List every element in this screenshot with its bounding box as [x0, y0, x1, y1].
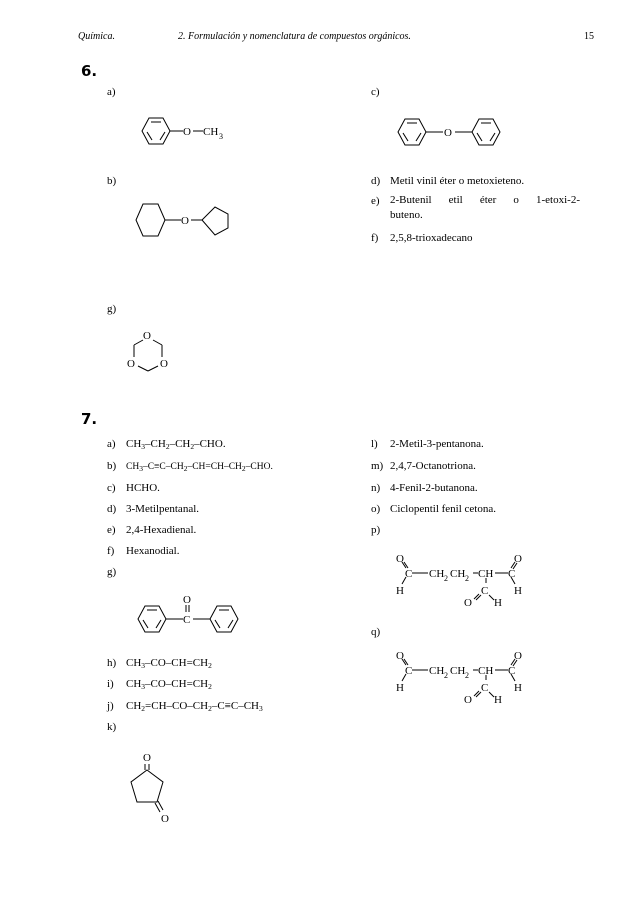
q7-m-item: m) 2,4,7-Octanotriona. [371, 460, 476, 472]
header-left: Química. [78, 31, 115, 42]
svg-text:O: O [464, 694, 472, 706]
q6-e-line-1: 2-Butenil etil éter o 1-etoxi-2- [390, 194, 580, 206]
q7-g-carbon: C [183, 614, 191, 626]
svg-text:2: 2 [465, 671, 469, 680]
question-7-number: 7. [81, 410, 98, 428]
q7-c-item: c) HCHO. [107, 482, 160, 494]
svg-text:C: C [405, 568, 413, 580]
q6-a-oxygen: O [183, 126, 191, 138]
q7-n-item: n) 4-Fenil-2-butanona. [371, 482, 478, 494]
q7-g-oxygen: O [183, 594, 191, 606]
q6-e-label: e) [371, 195, 380, 207]
q7-g-label: g) [107, 566, 117, 578]
q7-p-label: p) [371, 524, 381, 536]
q7-q-label: q) [371, 626, 381, 638]
svg-text:CH: CH [478, 568, 494, 580]
svg-text:H: H [494, 597, 502, 609]
q6-g-oxygen-3: O [160, 358, 168, 370]
svg-text:H: H [396, 585, 404, 597]
q6-c-oxygen: O [444, 127, 452, 139]
svg-text:C: C [481, 585, 489, 597]
question-6-number: 6. [81, 62, 98, 80]
q6-d-label: d) [371, 175, 381, 187]
svg-text:H: H [396, 682, 404, 694]
page-number: 15 [584, 31, 594, 42]
svg-text:O: O [464, 597, 472, 609]
q6-b-oxygen: O [181, 215, 189, 227]
q7-k-label: k) [107, 721, 117, 733]
q7-k-oxygen-1: O [143, 752, 151, 764]
svg-text:CH: CH [450, 665, 466, 677]
svg-text:O: O [514, 553, 522, 565]
q7-b-item: b) $CH_3-C\equiv C-CH_2-CH=CH-CH_2$–CHO. [107, 460, 273, 473]
q6-d-text: Metil vinil éter o metoxieteno. [390, 175, 525, 187]
svg-text:O: O [396, 650, 404, 662]
q7-d-item: d) 3-Metilpentanal. [107, 503, 200, 515]
q7-a-item: a) $CH_3-CH_2-CH_2$–CHO. [107, 438, 226, 451]
svg-text:H: H [514, 585, 522, 597]
q7-j-item: j) $CH_2=CH-CO-CH_2-C\equiv C-CH_3$ [107, 700, 263, 713]
svg-text:C: C [481, 682, 489, 694]
svg-text:C: C [508, 568, 516, 580]
svg-text:O: O [514, 650, 522, 662]
q7-l-item: l) 2-Metil-3-pentanona. [371, 438, 484, 450]
q7-f-item: f) Hexanodial. [107, 545, 180, 557]
svg-text:CH: CH [478, 665, 494, 677]
q6-g-oxygen-2: O [127, 358, 135, 370]
svg-text:2: 2 [465, 574, 469, 583]
q7-k-oxygen-2: O [161, 813, 169, 825]
q6-a-label: a) [107, 86, 116, 98]
svg-text:H: H [494, 694, 502, 706]
header-center: 2. Formulación y nomenclatura de compuestos orgánicos. [178, 31, 411, 42]
svg-text:2: 2 [444, 671, 448, 680]
q6-e-line-2: buteno. [390, 209, 423, 221]
q6-f-text: 2,5,8-trioxadecano [390, 232, 473, 244]
svg-text:C: C [405, 665, 413, 677]
q6-b-label: b) [107, 175, 117, 187]
q7-o-item: o) Ciclopentil fenil cetona. [371, 503, 496, 515]
svg-text:CH: CH [450, 568, 466, 580]
q6-g-label: g) [107, 303, 117, 315]
q6-g-oxygen-1: O [143, 330, 151, 342]
svg-text:CH: CH [429, 665, 445, 677]
q6-c-label: c) [371, 86, 380, 98]
q6-a-methyl: CH [203, 126, 219, 138]
svg-text:O: O [396, 553, 404, 565]
q6-f-label: f) [371, 232, 379, 244]
q6-a-methyl-sub: 3 [219, 132, 223, 141]
q7-i-item: i) $CH_3-CO-CH=CH_2$ [107, 678, 212, 691]
svg-text:C: C [508, 665, 516, 677]
svg-text:CH: CH [429, 568, 445, 580]
q7-e-item: e) 2,4-Hexadienal. [107, 524, 197, 536]
svg-text:2: 2 [444, 574, 448, 583]
q7-h-item: h) $CH_3-CO-CH=CH_2$ [107, 657, 212, 670]
svg-text:H: H [514, 682, 522, 694]
